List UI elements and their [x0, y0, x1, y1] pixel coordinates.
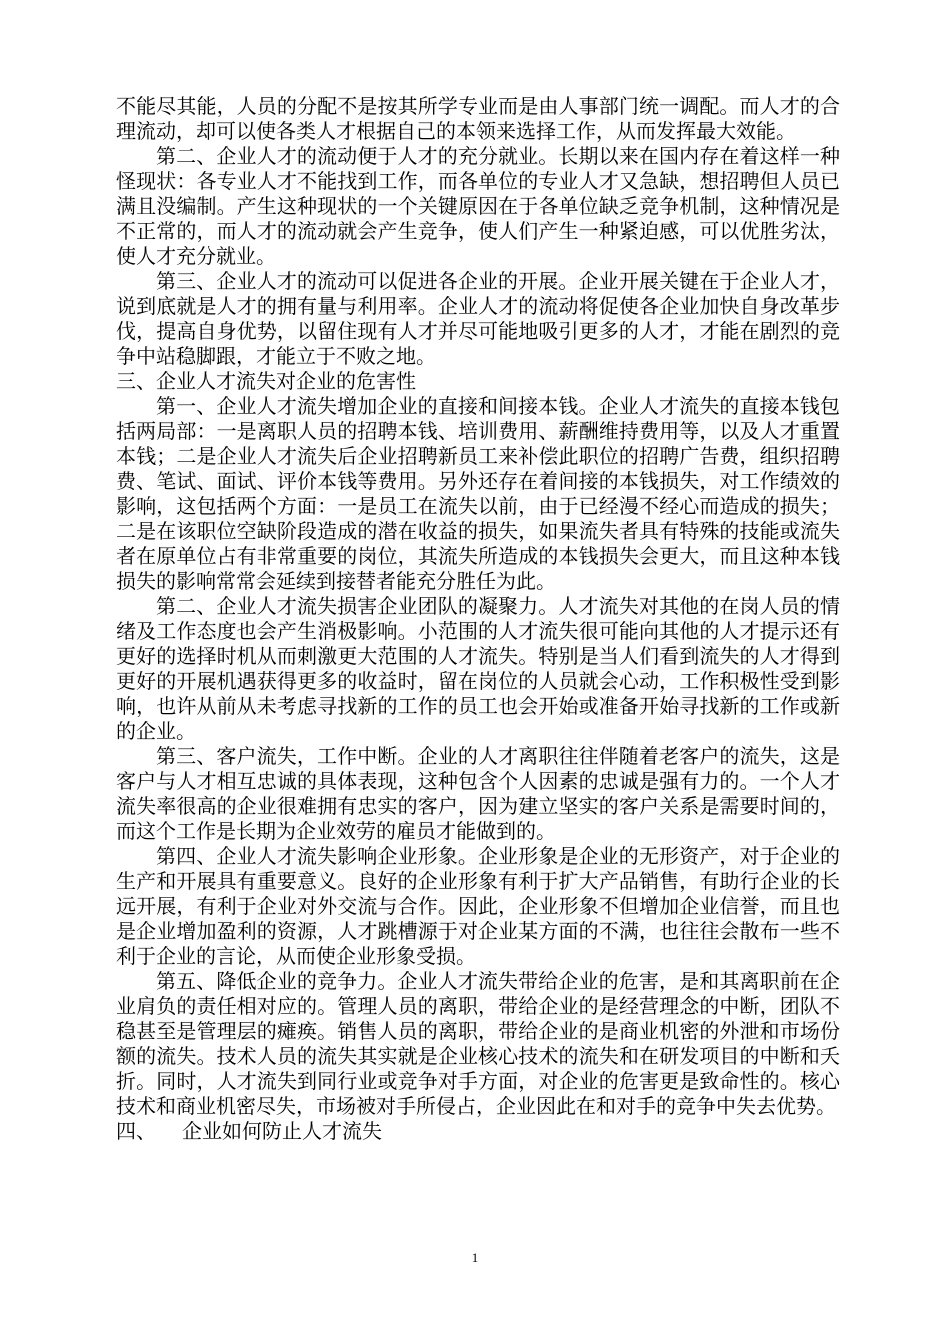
page-number: 1: [471, 1250, 479, 1265]
paragraph-harm-image: 第四、企业人才流失影响企业形象。企业形象是企业的无形资产，对于企业的生产和开展具有重要意义。良好的企业形象有利于扩大产品销售，有助行企业的长远开展，有利于企业对外交流与合作。因此，企业形象不但增加企业信誉，而且也是企业增加盈利的资源，人才跳槽源于对企业某方面的不满，也往往会散布一些不利于企业的言论，从而使企业形象受损。: [116, 844, 840, 968]
paragraph-harm-cost: 第一、企业人才流失增加企业的直接和间接本钱。企业人才流失的直接本钱包括两局部：一是离职人员的招聘本钱、培训费用、薪酬维持费用等，以及人才重置本钱；二是企业人才流失后企业招聘新员工来补偿此职位的招聘广告费，组织招聘费、笔试、面试、评价本钱等费用。另外还存在着间接的本钱损失，对工作绩效的影响，这包括两个方面：一是员工在流失以前，由于已经漫不经心而造成的损失；二是在该职位空缺阶段造成的潜在收益的损失，如果流失者具有特殊的技能或流失者在原单位占有非常重要的岗位，其流失所造成的本钱损失会更大，而且这种本钱损失的影响常常会延续到接替者能充分胜任为此。: [116, 394, 840, 593]
section-heading-4: [116, 1119, 840, 1144]
paragraph-third-development: 第三、企业人才的流动可以促进各企业的开展。企业开展关键在于企业人才，说到底就是人才的拥有量与利用率。企业人才的流动将促使各企业加快自身改革步伐，提高自身优势，以留住现有人才并尽可能地吸引更多的人才，才能在剧烈的竞争中站稳脚跟，才能立于不败之地。: [116, 269, 840, 368]
paragraph-harm-cohesion: 第二、企业人才流失损害企业团队的凝聚力。人才流失对其他的在岗人员的情绪及工作态度也会产生消极影响。小范围的人才流失很可能向其他的人才提示还有更好的选择时机从而刺激更大范围的人才流失。特别是当人们看到流失的人才得到更好的开展机遇获得更多的收益时，留在岗位的人员就会心动，工作积极性受到影响，也许从前从未考虑寻找新的工作的员工也会开始或准备开始寻找新的工作或新的企业。: [116, 594, 840, 743]
paragraph-harm-customers: 第三、客户流失，工作中断。企业的人才离职往往伴随着老客户的流失，这是客户与人才相互忠诚的具体表现，这种包含个人因素的忠诚是强有力的。一个人才流失率很高的企业很难拥有忠实的客户，因为建立坚实的客户关系是需要时间的，而这个工作是长期为企业效劳的雇员才能做到的。: [116, 744, 840, 843]
body-text: [116, 94, 840, 1144]
section-title: 企业如何防止人才流失: [182, 1119, 382, 1143]
section-number: 四、: [116, 1119, 156, 1143]
paragraph-harm-competitiveness: 第五、降低企业的竞争力。企业人才流失带给企业的危害，是和其离职前在企业肩负的责任相对应的。管理人员的离职，带给企业的是经营理念的中断，团队不稳甚至是管理层的瘫痪。销售人员的离职，带给企业的是商业机密的外泄和市场份额的流失。技术人员的流失其实就是企业核心技术的流失和在研发项目的中断和夭折。同时，人才流失到同行业或竞争对手方面，对企业的危害更是致命性的。核心技术和商业机密尽失，市场被对手所侵占，企业因此在和对手的竞争中失去优势。: [116, 969, 840, 1118]
section-heading-3: 三、企业人才流失对企业的危害性: [116, 369, 416, 393]
paragraph-second-employment: 第二、企业人才的流动便于人才的充分就业。长期以来在国内存在着这样一种怪现状：各专业人才不能找到工作，而各单位的专业人才又急缺，想招聘但人员已满且没编制。产生这种现状的一个关键原因在于各单位缺乏竞争机制，这种情况是不正常的，而人才的流动就会产生竞争，使人们产生一种紧迫感，可以优胜劣汰，使人才充分就业。: [116, 144, 840, 268]
paragraph-continuation: 不能尽其能，人员的分配不是按其所学专业而是由人事部门统一调配。而人才的合理流动，却可以使各类人才根据自己的本领来选择工作，从而发挥最大效能。: [116, 94, 840, 143]
